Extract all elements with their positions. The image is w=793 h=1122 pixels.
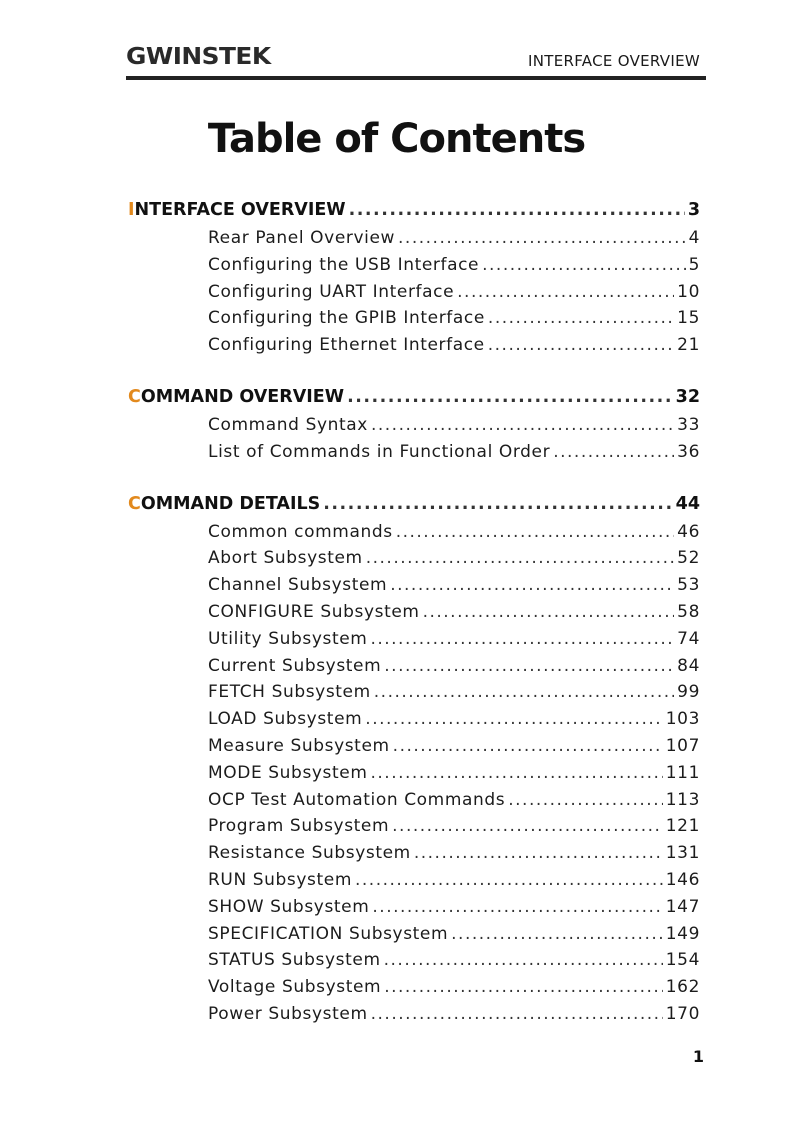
dot-leader (414, 840, 663, 867)
toc-entry[interactable] (128, 225, 700, 252)
toc-entry-page: 52 (677, 548, 700, 569)
toc-entry[interactable] (128, 787, 700, 814)
toc-section-interface-overview (128, 196, 700, 359)
toc-entry-label: MODE Subsystem (208, 762, 368, 783)
toc-entry-page: 5 (688, 254, 700, 275)
toc-entry-page: 36 (677, 441, 700, 462)
toc-entry[interactable] (128, 840, 700, 867)
toc-entry[interactable] (128, 921, 700, 948)
toc-entry[interactable] (128, 305, 700, 332)
toc-entry-page: 121 (665, 816, 700, 837)
toc-entry[interactable] (128, 572, 700, 599)
toc-section-heading[interactable] (128, 196, 700, 225)
toc-entry-page: 46 (677, 521, 700, 542)
table-of-contents (128, 196, 700, 1052)
section-initial: C (128, 386, 141, 407)
toc-entry-page: 99 (677, 682, 700, 703)
dot-leader (553, 439, 674, 466)
dot-leader (347, 383, 673, 412)
toc-entry-label: Utility Subsystem (208, 628, 368, 649)
section-title: OMMAND DETAILS (140, 493, 321, 514)
toc-entry[interactable] (128, 706, 700, 733)
toc-entry[interactable] (128, 974, 700, 1001)
page-number: 1 (692, 1047, 704, 1066)
toc-entry[interactable] (128, 252, 700, 279)
dot-leader (488, 305, 674, 332)
dot-leader (396, 519, 674, 546)
toc-entry-label: SHOW Subsystem (208, 896, 370, 917)
dot-leader (371, 1001, 663, 1028)
section-initial: I (128, 200, 135, 220)
section-title: NTERFACE OVERVIEW (134, 200, 346, 220)
toc-entry-label: List of Commands in Functional Order (208, 441, 551, 462)
dot-leader (355, 867, 663, 894)
toc-entry-label: Configuring UART Interface (208, 281, 455, 302)
toc-entry[interactable] (128, 332, 700, 359)
toc-entry-page: 21 (677, 335, 700, 356)
dot-leader (371, 760, 663, 787)
toc-entry-label: Current Subsystem (208, 655, 382, 676)
dot-leader (390, 572, 674, 599)
toc-section-heading[interactable] (128, 383, 700, 412)
section-title: OMMAND OVERVIEW (140, 386, 345, 407)
dot-leader (384, 947, 663, 974)
toc-entry-page: 146 (665, 869, 700, 890)
toc-section-heading[interactable] (128, 490, 700, 519)
toc-entry-label: CONFIGURE Subsystem (208, 601, 420, 622)
toc-entry-label: Resistance Subsystem (208, 843, 411, 864)
toc-entry-page: 170 (665, 1003, 700, 1024)
toc-entry-label: STATUS Subsystem (208, 950, 381, 971)
toc-entry[interactable] (128, 412, 700, 439)
toc-entry-page: 147 (665, 896, 700, 917)
toc-entry-page: 84 (677, 655, 700, 676)
dot-leader (384, 974, 663, 1001)
toc-entry-label: Command Syntax (208, 414, 368, 435)
dot-leader (371, 412, 674, 439)
toc-entry-label: Configuring Ethernet Interface (208, 335, 485, 356)
toc-entry-page: 53 (677, 575, 700, 596)
toc-entry[interactable] (128, 894, 700, 921)
toc-entry[interactable] (128, 760, 700, 787)
toc-entry-label: Common commands (208, 521, 393, 542)
toc-entry[interactable] (128, 813, 700, 840)
section-initial: C (128, 493, 141, 514)
toc-entry[interactable] (128, 653, 700, 680)
toc-entry-page: 4 (688, 228, 700, 248)
toc-entry-page: 111 (665, 762, 700, 783)
section-page: 44 (675, 493, 700, 514)
dot-leader (482, 252, 685, 279)
dot-leader (365, 706, 662, 733)
dot-leader (366, 545, 674, 572)
toc-entry-label: RUN Subsystem (208, 869, 352, 890)
toc-entry-page: 74 (677, 628, 700, 649)
toc-entry-label: SPECIFICATION Subsystem (208, 923, 449, 944)
toc-entry[interactable] (128, 439, 700, 466)
toc-entry-label: Configuring the GPIB Interface (208, 308, 485, 329)
toc-entry-label: Voltage Subsystem (208, 977, 382, 998)
page-header (126, 42, 706, 82)
dot-leader (384, 653, 674, 680)
toc-entry[interactable] (128, 679, 700, 706)
dot-leader (398, 225, 686, 252)
toc-entry-label: Power Subsystem (208, 1003, 368, 1024)
toc-entry-page: 33 (677, 414, 700, 435)
dot-leader (508, 787, 663, 814)
header-section-label: INTERFACE OVERVIEW (528, 52, 700, 70)
toc-entry-page: 113 (665, 789, 700, 810)
dot-leader (457, 279, 674, 306)
toc-entry-page: 131 (665, 843, 700, 864)
toc-entry-page: 162 (665, 977, 700, 998)
header-rule (126, 76, 706, 80)
toc-entry[interactable] (128, 733, 700, 760)
dot-leader (393, 733, 663, 760)
toc-entry-label: Configuring the USB Interface (208, 254, 480, 275)
dot-leader (374, 679, 674, 706)
toc-entry[interactable] (128, 599, 700, 626)
section-page: 3 (687, 200, 700, 220)
toc-entry-label: FETCH Subsystem (208, 682, 371, 703)
toc-section-command-overview (128, 383, 700, 466)
dot-leader (370, 626, 674, 653)
toc-entry-label: Abort Subsystem (208, 548, 363, 569)
toc-entry-page: 107 (665, 735, 700, 756)
toc-entry-page: 149 (665, 923, 700, 944)
dot-leader (488, 332, 674, 359)
brand-logo: GWINSTEK (126, 44, 271, 70)
section-page: 32 (675, 386, 700, 407)
toc-entry[interactable] (128, 1001, 700, 1028)
toc-entry[interactable] (128, 947, 700, 974)
dot-leader (349, 196, 685, 225)
toc-entry[interactable] (128, 519, 700, 546)
toc-entry-page: 10 (677, 281, 700, 302)
toc-entry[interactable] (128, 626, 700, 653)
toc-entry-page: 58 (677, 601, 700, 622)
toc-entry[interactable] (128, 867, 700, 894)
page-title: Table of Contents (207, 116, 586, 162)
toc-entry-page: 15 (677, 308, 700, 329)
dot-leader (372, 894, 662, 921)
dot-leader (423, 599, 675, 626)
dot-leader (392, 813, 663, 840)
toc-entry-label: Measure Subsystem (208, 735, 390, 756)
toc-entry[interactable] (128, 279, 700, 306)
toc-entry-label: Channel Subsystem (208, 575, 388, 596)
toc-entry-label: Program Subsystem (208, 816, 390, 837)
toc-section-command-details (128, 490, 700, 1028)
dot-leader (323, 490, 672, 519)
toc-entry-label: Rear Panel Overview (208, 228, 396, 248)
toc-entry-label: OCP Test Automation Commands (208, 789, 506, 810)
toc-entry[interactable] (128, 545, 700, 572)
dot-leader (451, 921, 663, 948)
toc-entry-page: 103 (665, 709, 700, 730)
toc-entry-page: 154 (665, 950, 700, 971)
toc-entry-label: LOAD Subsystem (208, 709, 363, 730)
